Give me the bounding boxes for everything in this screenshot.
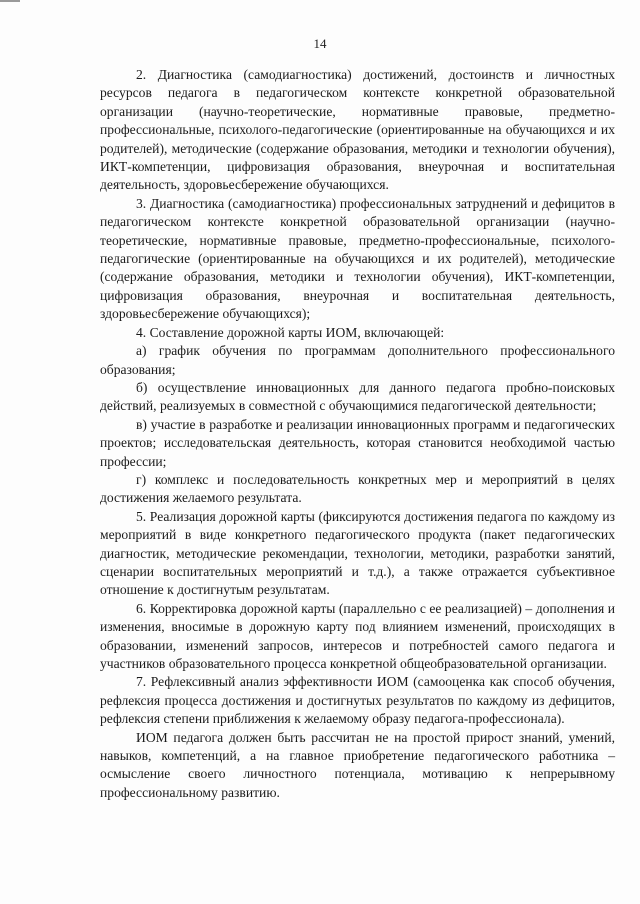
scan-corner-mark xyxy=(0,0,20,4)
paragraph-subitem-b: б) осуществление инновационных для данного педагога пробно-поисковых действий, реализуемых в совместной с обучающимися педагогической деятельности; xyxy=(100,379,615,414)
paragraph-item-5-implementation: 5. Реализация дорожной карты (фиксируются достижения педагога по каждому из мероприятий в виде конкретного педагогического продукта (пакет педагогических диагностик, методические рекомендации, технологии, методики, разработки занятий, сценарии воспитательных мероприятий и т.д.), а также отражается субъективное отношение к достигнутым результатам. xyxy=(100,508,615,598)
paragraph-item-2-diagnostics-achievements: 2. Диагностика (самодиагностика) достижений, достоинств и личностных ресурсов педагога в педагогическом контексте конкретной образовательной организации (научно-теоретические, нормативные правовые, предметно-профессиональные, психолого-педагогические (ориентированные на обучающихся и их родителей), методические (содержание образования, методики и технологии обучения), ИКТ-компетенции, цифровизация образования, внеурочная и воспитательная деятельность, здоровьесбережение обучающихся. xyxy=(100,67,615,193)
paragraph-conclusion: ИОМ педагога должен быть рассчитан не на простой прирост знаний, умений, навыков, компетенций, а на главное приобретение педагогического работника – осмысление своего личностного потенциала, мотивацию к непрерывному профессиональному развитию. xyxy=(100,729,615,800)
paragraph-subitem-g: г) комплекс и последовательность конкретных мер и мероприятий в целях достижения желаемого результата. xyxy=(100,471,615,506)
paragraph-item-6-correction: 6. Корректировка дорожной карты (параллельно с ее реализацией) – дополнения и изменения, вносимые в дорожную карту под влиянием изменений, происходящих в образовании, изменений запросов, интересов и потребностей самого педагога и участников образовательного процесса конкретной общеобразовательной организации. xyxy=(100,600,615,671)
body-text xyxy=(100,66,615,802)
paragraph-subitem-a: а) график обучения по программам дополнительного профессионального образования; xyxy=(100,343,615,377)
paragraph-item-7-reflexive-analysis: 7. Рефлексивный анализ эффективности ИОМ (самооценка как способ обучения, рефлексия процесса достижения и достигнутых результатов по каждому из дефицитов, рефлексия степени приближения к желаемому образу педагога-профессионала). xyxy=(100,674,615,727)
paragraph-item-4-roadmap: 4. Составление дорожной карты ИОМ, включающей: xyxy=(136,324,445,340)
paragraph-item-3-diagnostics-difficulties: 3. Диагностика (самодиагностика) профессиональных затруднений и дефицитов в педагогическом контексте конкретной образовательной организации (научно-теоретические, нормативные правовые, предметно-профессиональные, психолого-педагогические (ориентированные на обучающихся и их родителей), методические (содержание образования, методики и технологии обучения), ИКТ-компетенции, цифровизация образования, внеурочная и воспитательная деятельность, здоровьесбережение обучающихся); xyxy=(100,195,615,322)
paragraph-subitem-v: в) участие в разработке и реализации инновационных программ и педагогических проектов; исследовательская деятельность, которая становится необходимой частью профессии; xyxy=(100,416,615,469)
page-number: 14 xyxy=(313,36,327,51)
